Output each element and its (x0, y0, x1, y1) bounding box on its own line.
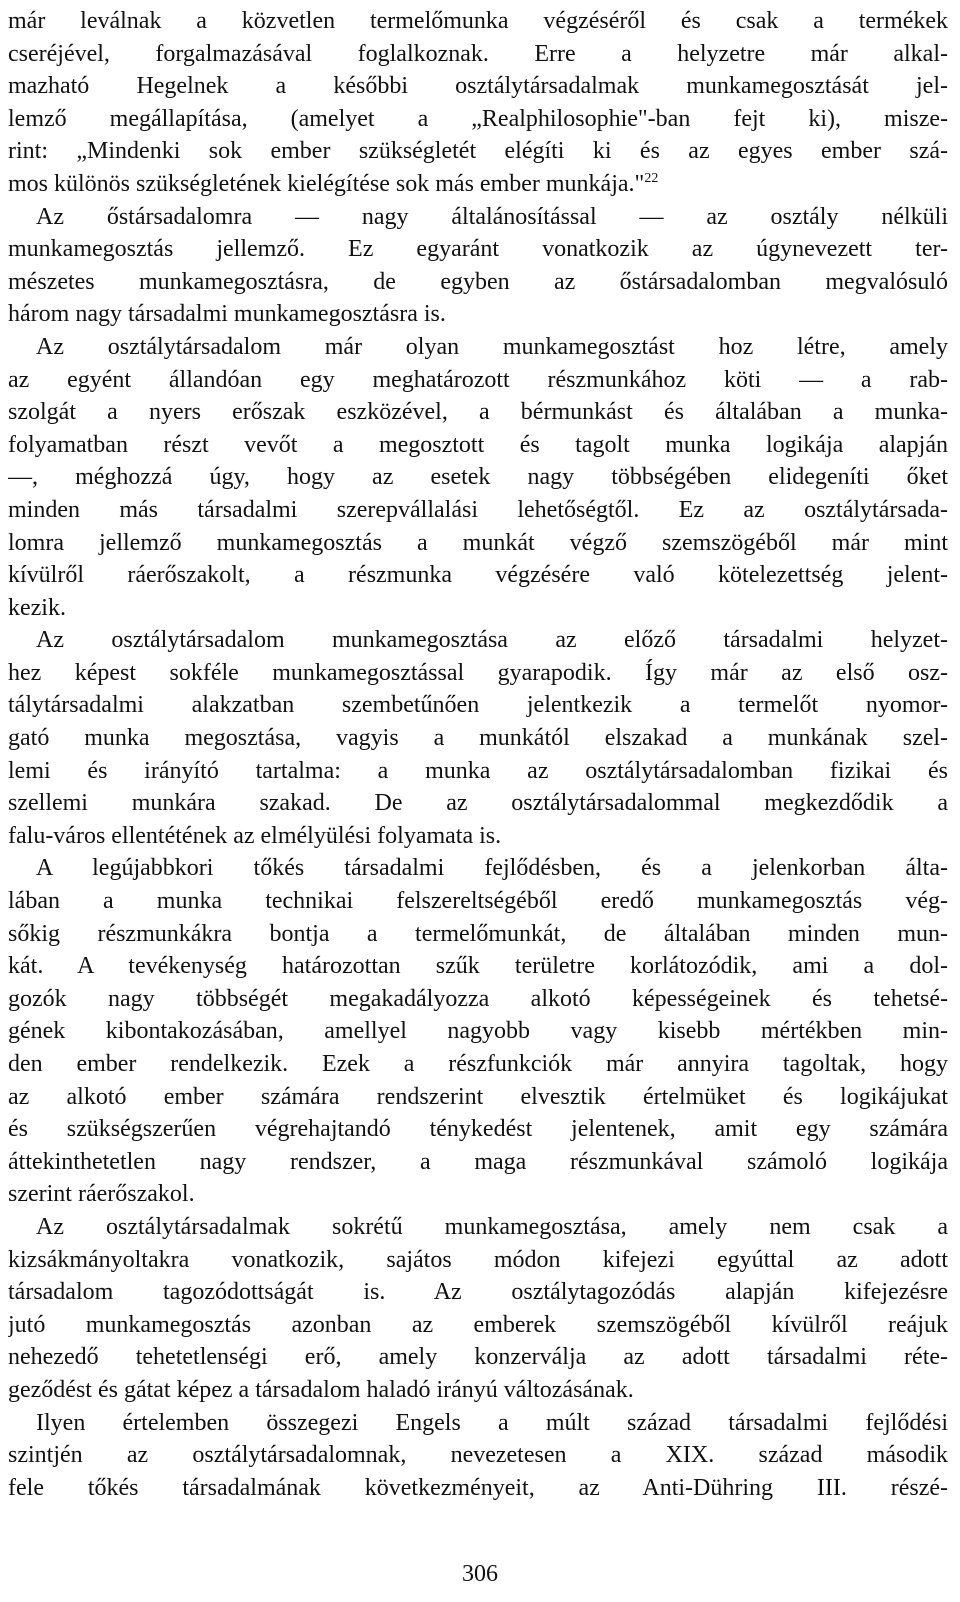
text-line (8, 950, 948, 983)
text-line-content: jutó munkamegosztás azonban az emberek szemszögéből kívülről reájuk (8, 1311, 948, 1338)
text-line (8, 396, 948, 429)
text-line-content: szintjén az osztálytársadalomnak, nevezetesen a XIX. század második (8, 1442, 948, 1469)
text-line (8, 233, 948, 266)
text-line (8, 1341, 948, 1374)
text-line-content: szolgát a nyers erőszak eszközével, a bérmunkást és általában a munka- (8, 399, 948, 426)
text-line-content: A legújabbkori tőkés társadalmi fejlődésben, és a jelenkorban álta- (36, 855, 948, 882)
text-line-content: az alkotó ember számára rendszerint elvesztik értelmüket és logikájukat (8, 1083, 948, 1110)
text-line (8, 722, 948, 755)
text-line (8, 592, 948, 625)
text-line (8, 755, 948, 788)
text-line (8, 5, 948, 38)
text-line (8, 135, 948, 168)
text-line-content: és szükségszerűen végrehajtandó ténykedést jelentenek, amit egy számára (8, 1116, 948, 1143)
text-line-content: tálytársadalmi alakzatban szembetűnően jelentkezik a termelőt nyomor- (8, 692, 948, 719)
text-line-content: folyamatban részt vevőt a megosztott és tagolt munka logikája alapján (8, 431, 948, 458)
text-line (8, 1309, 948, 1342)
text-line (8, 38, 948, 71)
text-line-content: szerint ráerőszakol. (8, 1181, 195, 1208)
text-line-content: lemi és irányító tartalma: a munka az osztálytársadalomban fizikai és (8, 757, 948, 784)
text-line (8, 298, 948, 331)
text-line-content: Az osztálytársadalom már olyan munkamegosztást hoz létre, amely (36, 333, 948, 360)
text-line-content: hez képest sokféle munkamegosztással gyarapodik. Így már az első osz- (8, 659, 948, 686)
page-number: 306 (462, 1561, 498, 1587)
text-line (8, 1146, 948, 1179)
text-line-content: nehezedő tehetetlenségi erő, amely konzerválja az adott társadalmi réte- (8, 1344, 948, 1371)
text-line (8, 1472, 948, 1505)
text-line (8, 1374, 948, 1407)
text-line (8, 657, 948, 690)
text-line-content: Az osztálytársadalom munkamegosztása az előző társadalmi helyzet- (36, 627, 948, 654)
text-line-content: mazható Hegelnek a későbbi osztálytársadalmak munkamegosztását jel- (8, 73, 948, 100)
text-line-content: kezik. (8, 594, 66, 621)
text-line (8, 1015, 948, 1048)
text-line-content: mos különös szükségletének kielégítése sok más ember munkája." (8, 170, 645, 197)
text-line (8, 1178, 948, 1211)
text-line (8, 1407, 948, 1440)
text-line-content: az egyént állandóan egy meghatározott részmunkához köti — a rab- (8, 366, 948, 393)
text-line-content: lemző megállapítása, (amelyet a „Realphilosophie"-ban fejt ki), misze- (8, 105, 948, 132)
text-line (8, 885, 948, 918)
text-line-content: lában a munka technikai felszereltségéből eredő munkamegosztás vég- (8, 888, 948, 915)
text-line (8, 494, 948, 527)
text-line (8, 1244, 948, 1277)
text-line-content: már leválnak a közvetlen termelőmunka végzéséről és csak a termékek (8, 8, 948, 34)
text-line (8, 70, 948, 103)
text-line-content: áttekinthetetlen nagy rendszer, a maga részmunkával számoló logikája (8, 1148, 948, 1175)
text-line-content: Az őstársadalomra — nagy általánosítással — az osztály nélküli (36, 203, 948, 230)
text-line-content: Az osztálytársadalmak sokrétű munkamegosztása, amely nem csak a (36, 1213, 948, 1240)
body-text (8, 5, 948, 1504)
text-line-content: társadalom tagozódottságát is. Az osztálytagozódás alapján kifejezésre (8, 1279, 948, 1306)
text-line (8, 331, 948, 364)
text-line (8, 266, 948, 299)
text-line-content: geződést és gátat képez a társadalom haladó irányú változásának. (8, 1376, 634, 1403)
text-line-content: munkamegosztás jellemző. Ez egyaránt vonatkozik az úgynevezett ter- (8, 236, 948, 263)
text-line-content: cseréjével, forgalmazásával foglalkoznak. Erre a helyzetre már alkal- (8, 40, 948, 67)
text-line (8, 527, 948, 560)
text-line (8, 168, 948, 201)
text-line-content: Ilyen értelemben összegezi Engels a múlt század társadalmi fejlődési (36, 1409, 948, 1436)
text-line (8, 1113, 948, 1146)
text-line (8, 461, 948, 494)
text-line-content: gató munka megosztása, vagyis a munkától elszakad a munkának szel- (8, 725, 948, 752)
text-line-content: gének kibontakozásában, amellyel nagyobb vagy kisebb mértékben min- (8, 1018, 948, 1045)
text-line-content: rint: „Mindenki sok ember szükségletét elégíti ki és az egyes ember szá- (8, 138, 948, 165)
footnote-reference: 22 (644, 170, 659, 186)
text-line-content: szellemi munkára szakad. De az osztálytársadalommal megkezdődik a (8, 790, 948, 817)
text-line (8, 820, 948, 853)
text-line (8, 103, 948, 136)
text-line (8, 1211, 948, 1244)
text-line (8, 689, 948, 722)
text-line-content: mészetes munkamegosztásra, de egyben az őstársadalomban megvalósuló (8, 268, 948, 295)
text-line (8, 1048, 948, 1081)
text-line (8, 918, 948, 951)
text-line-content: lomra jellemző munkamegosztás a munkát végző szemszögéből már mint (8, 529, 948, 556)
text-line (8, 852, 948, 885)
text-line (8, 983, 948, 1016)
text-line (8, 1081, 948, 1114)
text-line-content: sőkig részmunkákra bontja a termelőmunkát, de általában minden mun- (8, 920, 948, 947)
text-line (8, 1276, 948, 1309)
text-line-content: gozók nagy többségét megakadályozza alkotó képességeinek és tehetsé- (8, 985, 948, 1012)
text-line-content: —, méghozzá úgy, hogy az esetek nagy többségében elidegeníti őket (8, 464, 948, 491)
text-line (8, 787, 948, 820)
text-line (8, 624, 948, 657)
text-line-content: minden más társadalmi szerepvállalási lehetőségtől. Ez az osztálytársada- (8, 496, 948, 523)
text-line-content: kizsákmányoltakra vonatkozik, sajátos módon kifejezi egyúttal az adott (8, 1246, 948, 1273)
text-line-content: fele tőkés társadalmának következményeit, az Anti-Dühring III. részé- (8, 1474, 948, 1501)
text-line (8, 364, 948, 397)
text-line-content: három nagy társadalmi munkamegosztásra is. (8, 301, 446, 328)
text-line-content: kát. A tevékenység határozottan szűk területre korlátozódik, ami a dol- (8, 953, 948, 980)
text-line (8, 1439, 948, 1472)
text-line (8, 201, 948, 234)
text-line-content: den ember rendelkezik. Ezek a részfunkciók már annyira tagoltak, hogy (8, 1051, 948, 1077)
text-line (8, 429, 948, 462)
text-line (8, 559, 948, 592)
text-line-content: falu-város ellentétének az elmélyülési folyamata is. (8, 822, 502, 849)
text-line-content: kívülről ráerőszakolt, a részmunka végzésére való kötelezettség jelent- (8, 562, 948, 589)
